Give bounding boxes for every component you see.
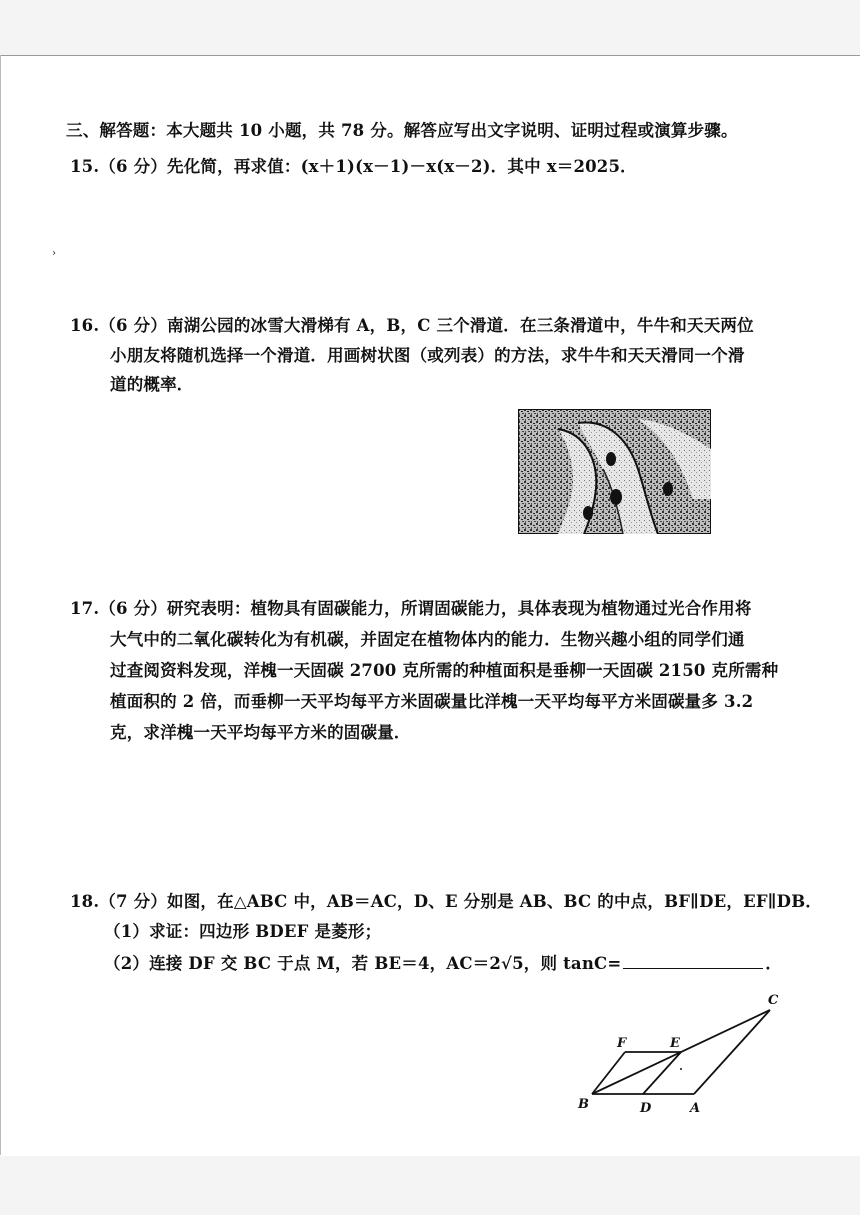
point-m-dot — [680, 1068, 682, 1070]
question-17-line-5: 克，求洋槐一天平均每平方米的固碳量． — [110, 723, 411, 742]
segment-ca — [694, 1010, 770, 1094]
slide-photo — [518, 409, 711, 534]
segment-ed — [643, 1052, 681, 1094]
answer-blank[interactable] — [623, 954, 763, 969]
question-18-part-2 — [104, 950, 782, 974]
question-16-line-1: 16.（6 分）南湖公园的冰雪大滑梯有 A，B，C 三个滑道．在三条滑道中，牛牛和天天两位 — [70, 316, 754, 335]
question-17-line-4: 植面积的 2 倍，而垂柳一天平均每平方米固碳量比洋槐一天平均每平方米固碳量多 3.2 — [110, 692, 754, 711]
label-c: C — [768, 993, 779, 1008]
question-17-line-1: 17.（6 分）研究表明：植物具有固碳能力，所谓固碳能力，具体表现为植物通过光合作用将 — [70, 599, 752, 618]
label-f: F — [617, 1036, 627, 1051]
question-16-line-2: 小朋友将随机选择一个滑道．用画树状图（或列表）的方法，求牛牛和天天滑同一个滑 — [110, 346, 745, 365]
section-heading: 三、解答题：本大题共 10 小题，共 78 分。解答应写出文字说明、证明过程或演算步骤。 — [66, 121, 738, 140]
question-17-line-2: 大气中的二氧化碳转化为有机碳，并固定在植物体内的能力．生物兴趣小组的同学们通 — [110, 630, 745, 649]
question-18-line-1: 18.（7 分）如图，在△ABC 中，AB＝AC，D、E 分别是 AB、BC 的中点，BF∥DE，EF∥DB． — [70, 892, 823, 911]
question-18-part-1: （1）求证：四边形 BDEF 是菱形； — [104, 922, 382, 941]
question-18-part-2-text: （2）连接 DF 交 BC 于点 M，若 BE＝4，AC＝2√5，则 tanC= — [104, 954, 622, 973]
question-15: 15.（6 分）先化简，再求值：(x＋1)(x－1)－x(x－2)．其中 x＝2025． — [70, 157, 637, 176]
label-d: D — [640, 1101, 652, 1116]
question-17-line-3: 过查阅资料发现，洋槐一天固碳 2700 克所需的种植面积是垂柳一天固碳 2150 克所需种 — [110, 661, 779, 680]
label-e: E — [670, 1036, 680, 1051]
scan-mark: › — [52, 248, 56, 259]
label-a: A — [690, 1101, 701, 1116]
sheet-edge — [0, 55, 1, 1155]
segment-bf — [592, 1052, 625, 1094]
question-16-line-3: 道的概率． — [110, 375, 194, 394]
question-18-part-2-end: ． — [765, 954, 783, 973]
geometry-figure — [570, 990, 790, 1120]
label-b: B — [578, 1097, 589, 1112]
